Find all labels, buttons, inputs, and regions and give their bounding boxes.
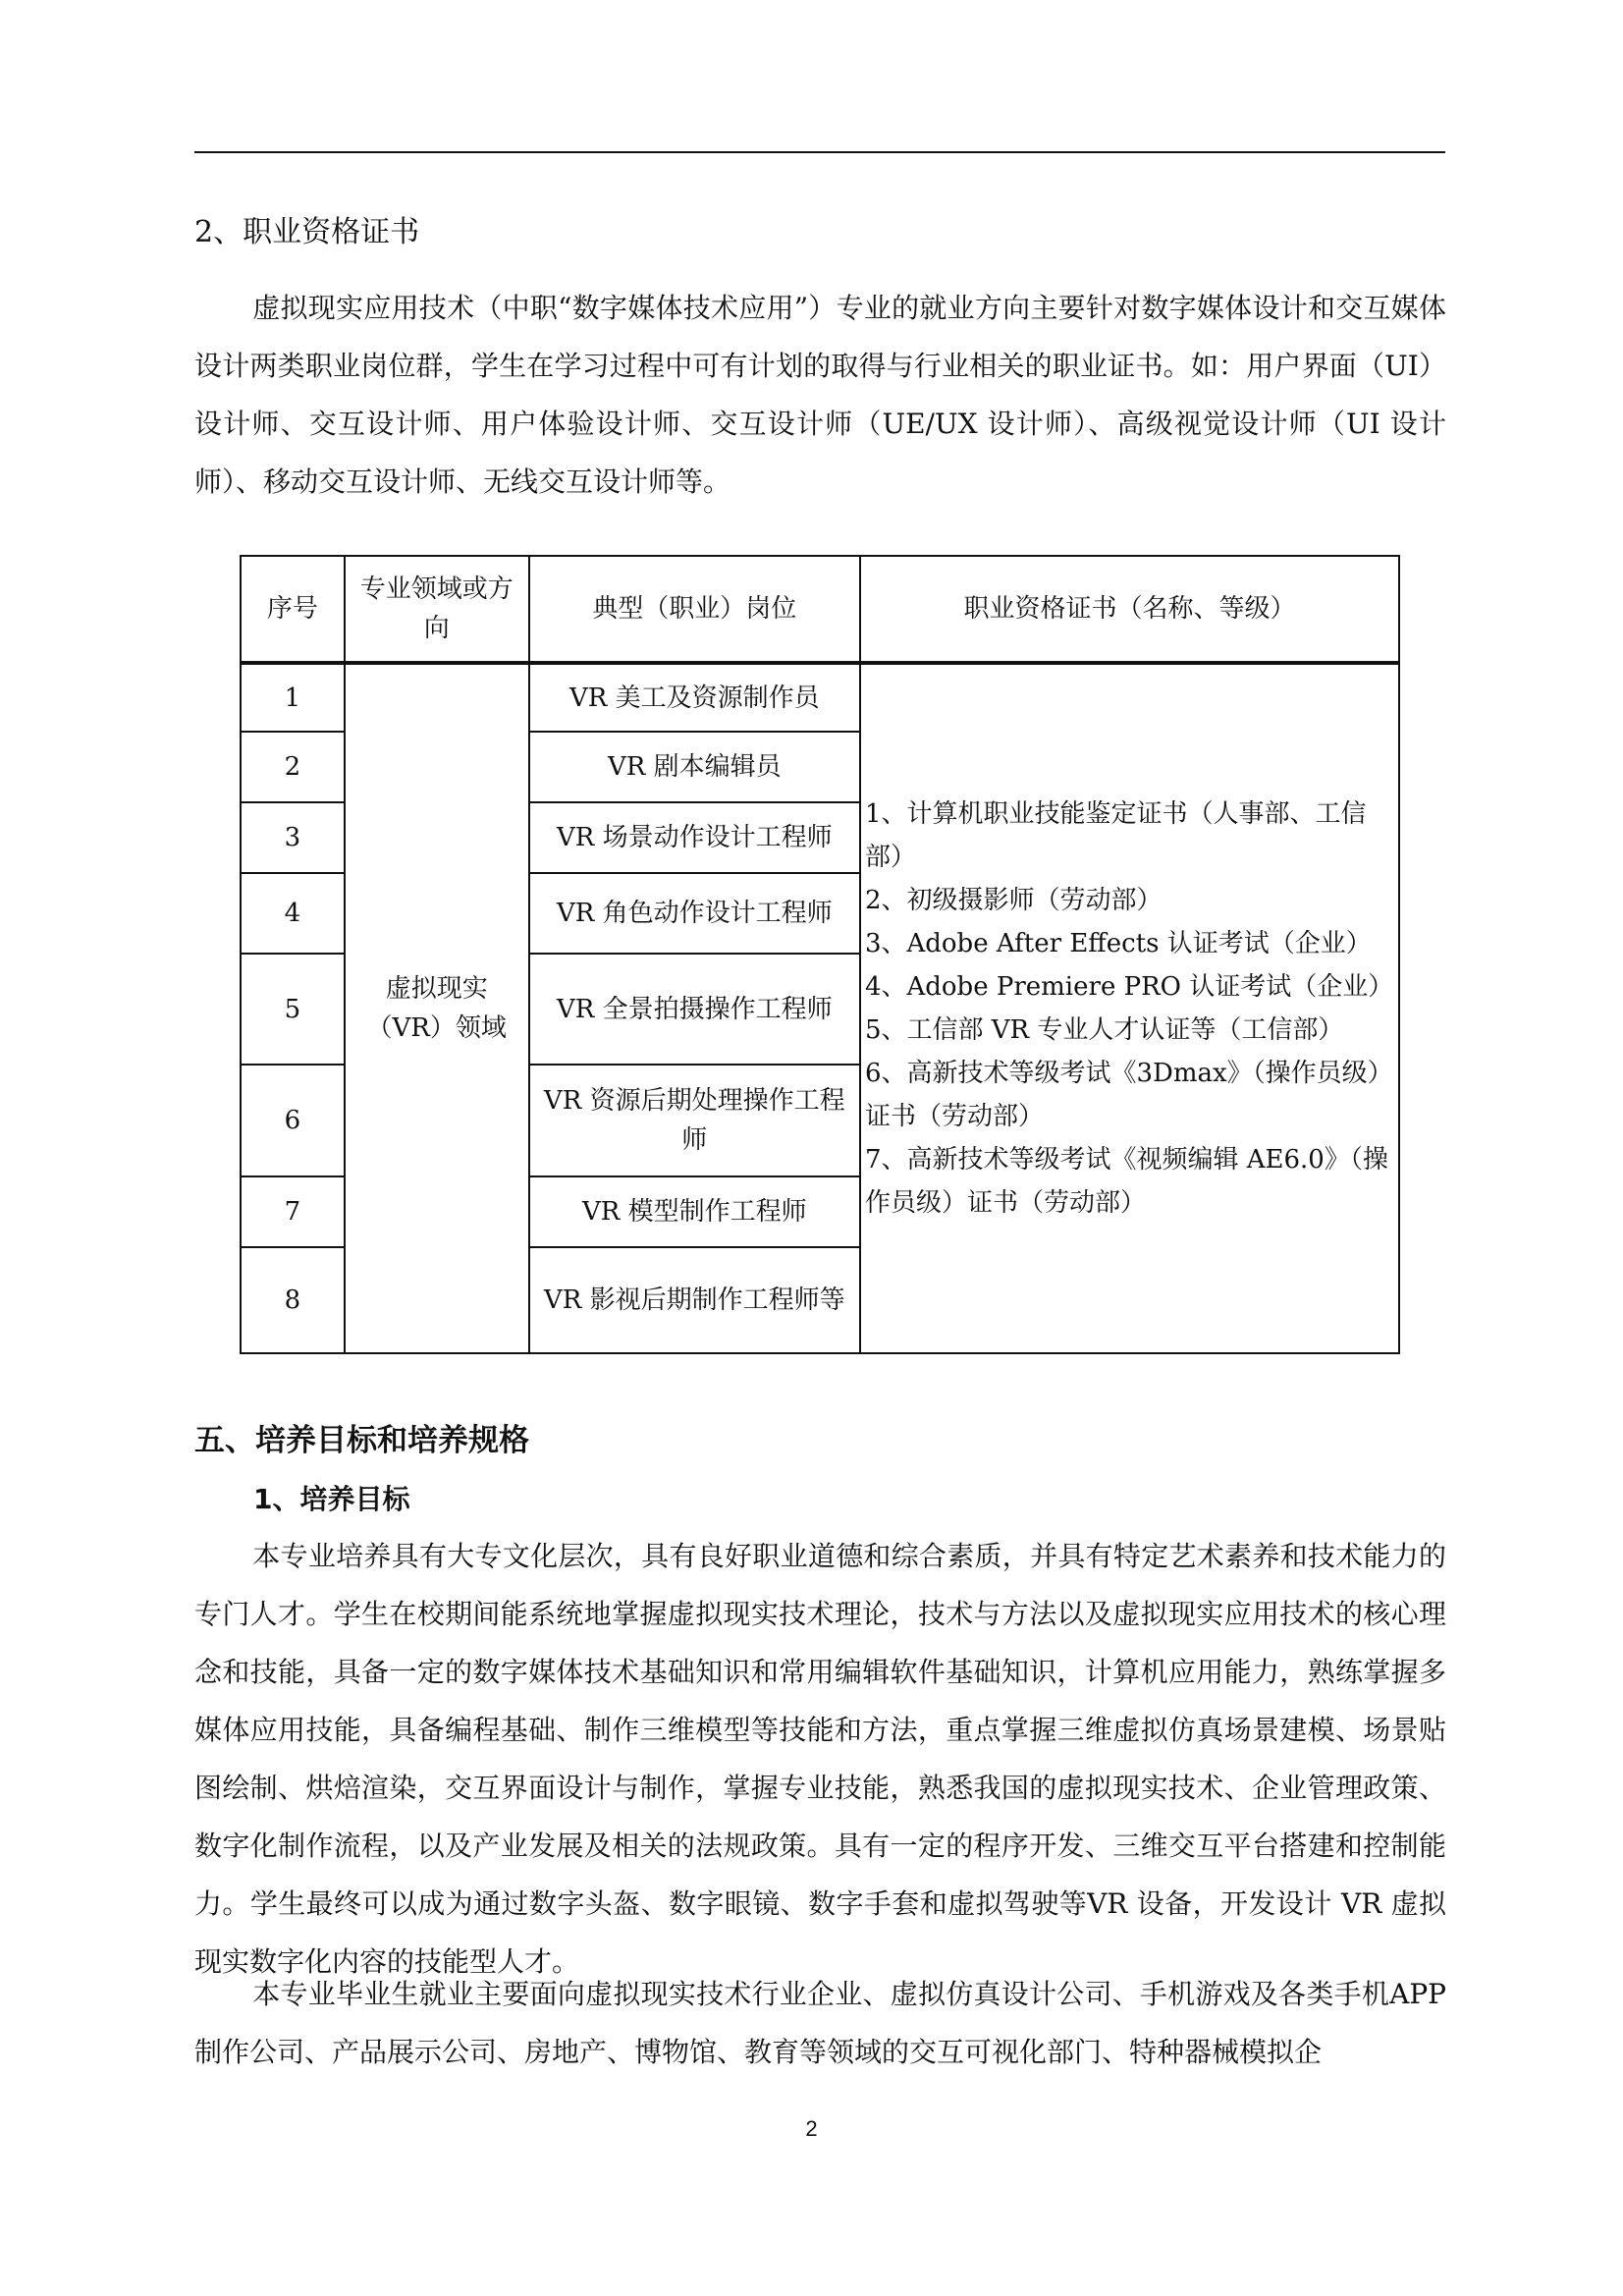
cert-section-heading: 2、职业资格证书: [194, 215, 420, 249]
certificate-item: 6、高新技术等级考试《3Dmax》（操作员级）证书（劳动部）: [864, 1059, 1393, 1132]
certificate-item: 3、Adobe After Effects 认证考试（企业）: [864, 929, 1372, 959]
row-no: 5: [241, 954, 345, 1064]
goals-paragraph-2: [194, 1965, 1446, 2081]
certificate-item: 7、高新技术等级考试《视频编辑 AE6.0》（操作员级）证书（劳动部）: [864, 1145, 1388, 1219]
row-no: 8: [241, 1247, 345, 1353]
header-no: 序号: [241, 556, 345, 663]
header-certificate: 职业资格证书（名称、等级）: [860, 556, 1399, 663]
header-field: 专业领域或方向: [345, 556, 529, 663]
row-no: 4: [241, 873, 345, 954]
certificate-item: 4、Adobe Premiere PRO 认证考试（企业）: [864, 972, 1394, 1003]
row-post: VR 影视后期制作工程师等: [529, 1247, 860, 1353]
certificate-item: 5、工信部 VR 专业人才认证等（工信部）: [864, 1015, 1344, 1046]
cert-section-paragraph: [194, 279, 1446, 511]
row-no: 3: [241, 802, 345, 873]
row-post: VR 角色动作设计工程师: [529, 873, 860, 954]
cert-section-paragraph-text: 虚拟现实应用技术（中职“数字媒体技术应用”）专业的就业方向主要针对数字媒体设计和交互媒体设计两类职业岗位群，学生在学习过程中可有计划的取得与行业相关的职业证书。如：用户界面（UI）设计师、交互设计师、用户体验设计师、交互设计师（UE/UX 设计师）、高级视觉设计师（UI 设计师）、移动交互设计师、无线交互设计师等。: [194, 292, 1446, 498]
row-post: VR 美工及资源制作员: [529, 663, 860, 732]
page-number: 2: [805, 2116, 818, 2141]
table-row: [241, 663, 1399, 732]
header-rule: [194, 151, 1445, 153]
field-cell: 虚拟现实（VR）领域: [345, 663, 529, 1353]
goals-paragraph-2-text: 本专业毕业生就业主要面向虚拟现实技术行业企业、虚拟仿真设计公司、手机游戏及各类手机APP 制作公司、产品展示公司、房地产、博物馆、教育等领域的交互可视化部门、特种器械模拟企: [194, 1978, 1446, 2068]
row-post: VR 资源后期处理操作工程师: [529, 1065, 860, 1176]
goals-paragraph-1: [194, 1527, 1446, 1991]
goals-section-heading: 五、培养目标和培养规格: [194, 1423, 529, 1458]
certificate-item: 2、初级摄影师（劳动部）: [864, 886, 1163, 916]
row-no: 1: [241, 663, 345, 732]
goals-paragraph-1-text: 本专业培养具有大专文化层次，具有良好职业道德和综合素质，并具有特定艺术素养和技术能力的专门人才。学生在校期间能系统地掌握虚拟现实技术理论，技术与方法以及虚拟现实应用技术的核心理念和技能，具备一定的数字媒体技术基础知识和常用编辑软件基础知识，计算机应用能力，熟练掌握多媒体应用技能，具备编程基础、制作三维模型等技能和方法，重点掌握三维虚拟仿真场景建模、场景贴图绘制、烘焙渲染，交互界面设计与制作，掌握专业技能，熟悉我国的虚拟现实技术、企业管理政策、数字化制作流程，以及产业发展及相关的法规政策。具有一定的程序开发、三维交互平台搭建和控制能力。学生最终可以成为通过数字头盔、数字眼镜、数字手套和虚拟驾驶等VR 设备，开发设计 VR 虚拟现实数字化内容的技能型人才。: [194, 1540, 1446, 1978]
certificates-cell: [860, 663, 1399, 1353]
header-post: 典型（职业）岗位: [529, 556, 860, 663]
row-no: 7: [241, 1176, 345, 1247]
cert-table: [240, 555, 1400, 1354]
row-no: 2: [241, 732, 345, 802]
row-post: VR 全景拍摄操作工程师: [529, 954, 860, 1064]
row-no: 6: [241, 1065, 345, 1176]
row-post: VR 场景动作设计工程师: [529, 802, 860, 873]
goals-sub-heading: 1、培养目标: [253, 1483, 410, 1515]
row-post: VR 剧本编辑员: [529, 732, 860, 802]
certificate-item: 1、计算机职业技能鉴定证书（人事部、工信部）: [864, 799, 1367, 873]
table-header-row: [241, 556, 1399, 663]
row-post: VR 模型制作工程师: [529, 1176, 860, 1247]
